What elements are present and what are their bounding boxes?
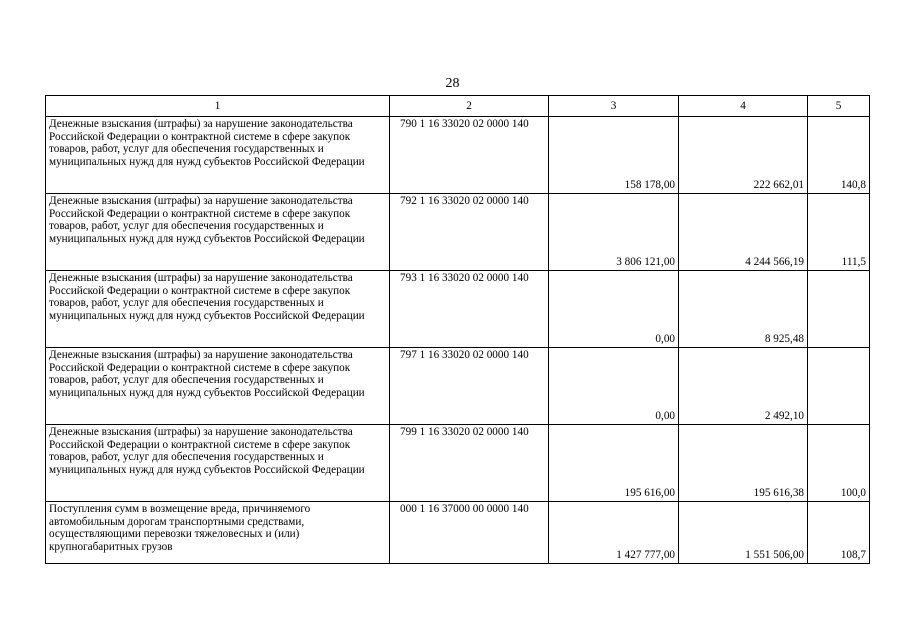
budget-code: 792 1 16 33020 02 0000 140 [390, 194, 549, 271]
plan-amount: 3 806 121,00 [549, 194, 679, 271]
table-row [46, 502, 870, 564]
table-row [46, 117, 870, 194]
budget-code: 799 1 16 33020 02 0000 140 [390, 425, 549, 502]
header-col-5: 5 [808, 96, 870, 117]
budget-code: 790 1 16 33020 02 0000 140 [390, 117, 549, 194]
table-header-row [46, 96, 870, 117]
revenue-name: Денежные взыскания (штрафы) за нарушение законодательства Российской Федерации о контрактной системе в сфере закупок товаров, работ, услуг для обеспечения государственных и муниципальных нужд для нужд субъектов Российской Федерации [46, 425, 390, 502]
actual-amount: 1 551 506,00 [679, 502, 808, 564]
execution-percent: 111,5 [808, 194, 870, 271]
revenue-name: Денежные взыскания (штрафы) за нарушение законодательства Российской Федерации о контрактной системе в сфере закупок товаров, работ, услуг для обеспечения государственных и муниципальных нужд для нужд субъектов Российской Федерации [46, 194, 390, 271]
table-row [46, 271, 870, 348]
table-row [46, 425, 870, 502]
actual-amount: 195 616,38 [679, 425, 808, 502]
table-row [46, 194, 870, 271]
execution-percent: 108,7 [808, 502, 870, 564]
revenue-name: Поступления сумм в возмещение вреда, причиняемого автомобильным дорогам транспортными средствами, осуществляющими перевозки тяжеловесных и (или) крупногабаритных грузов [46, 502, 390, 564]
header-col-4: 4 [679, 96, 808, 117]
actual-amount: 8 925,48 [679, 271, 808, 348]
plan-amount: 0,00 [549, 271, 679, 348]
plan-amount: 158 178,00 [549, 117, 679, 194]
budget-code: 797 1 16 33020 02 0000 140 [390, 348, 549, 425]
header-col-3: 3 [549, 96, 679, 117]
budget-code: 793 1 16 33020 02 0000 140 [390, 271, 549, 348]
actual-amount: 4 244 566,19 [679, 194, 808, 271]
plan-amount: 195 616,00 [549, 425, 679, 502]
revenue-name: Денежные взыскания (штрафы) за нарушение законодательства Российской Федерации о контрактной системе в сфере закупок товаров, работ, услуг для обеспечения государственных и муниципальных нужд для нужд субъектов Российской Федерации [46, 348, 390, 425]
revenue-table [45, 95, 870, 564]
plan-amount: 0,00 [549, 348, 679, 425]
execution-percent [808, 348, 870, 425]
actual-amount: 222 662,01 [679, 117, 808, 194]
execution-percent [808, 271, 870, 348]
table-row [46, 348, 870, 425]
plan-amount: 1 427 777,00 [549, 502, 679, 564]
page-number: 28 [445, 76, 460, 91]
execution-percent: 140,8 [808, 117, 870, 194]
actual-amount: 2 492,10 [679, 348, 808, 425]
execution-percent: 100,0 [808, 425, 870, 502]
revenue-name: Денежные взыскания (штрафы) за нарушение законодательства Российской Федерации о контрактной системе в сфере закупок товаров, работ, услуг для обеспечения государственных и муниципальных нужд для нужд субъектов Российской Федерации [46, 117, 390, 194]
header-col-1: 1 [46, 96, 390, 117]
budget-code: 000 1 16 37000 00 0000 140 [390, 502, 549, 564]
revenue-name: Денежные взыскания (штрафы) за нарушение законодательства Российской Федерации о контрактной системе в сфере закупок товаров, работ, услуг для обеспечения государственных и муниципальных нужд для нужд субъектов Российской Федерации [46, 271, 390, 348]
header-col-2: 2 [390, 96, 549, 117]
